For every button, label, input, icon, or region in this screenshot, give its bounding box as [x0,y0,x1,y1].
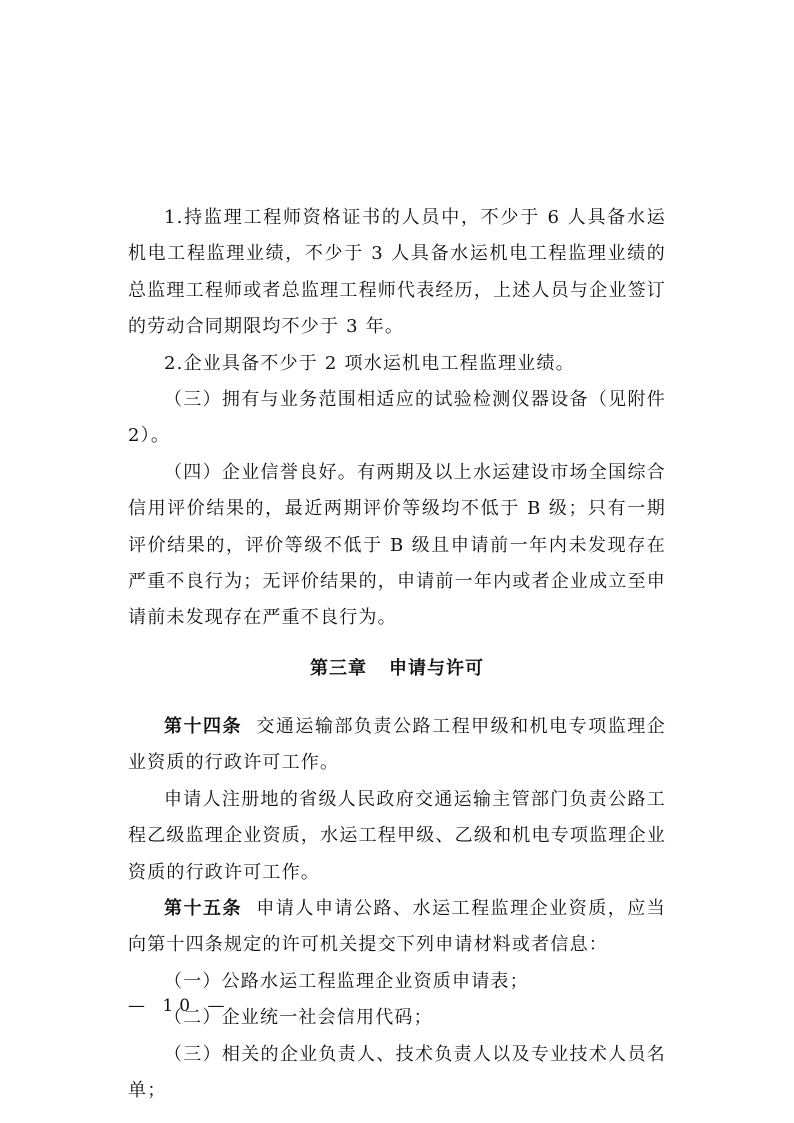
paragraph-item-1: 1.持监理工程师资格证书的人员中，不少于 6 人具备水运机电工程监理业绩，不少于 3 人具备水运机电工程监理业绩的总监理工程师或者总监理工程师代表经历，上述人员与企业签订的劳动合同期限均不少于 3 年。 [128,207,666,338]
document-body [128,200,666,1109]
list-item: （二）企业统一社会信用代码； [164,1007,433,1029]
article-14 [128,709,666,782]
chapter-number: 第三章 [310,657,367,679]
page-number: — 10 — [128,996,231,1016]
chapter-title: 申请与许可 [389,657,484,679]
paragraph-equipment: （三）拥有与业务范围相适应的试验检测仪器设备（见附件 2）。 [128,389,666,447]
paragraph-item-2: 2.企业具备不少于 2 项水运机电工程监理业绩。 [164,352,575,374]
article-15-label: 第十五条 [164,897,243,919]
article-15-text: 申请人申请公路、水运工程监理企业资质，应当向第十四条规定的许可机关提交下列申请材料或者信息： [128,897,666,956]
article-14-paragraph-2: 申请人注册地的省级人民政府交通运输主管部门负责公路工程乙级监理企业资质，水运工程甲级、乙级和机电专项监理企业资质的行政许可工作。 [128,788,666,883]
article-15 [128,891,666,964]
article-14-label: 第十四条 [164,715,243,737]
list-item: （一）公路水运工程监理企业资质申请表； [164,970,529,992]
article-14-text: 交通运输部负责公路工程甲级和机电专项监理企业资质的行政许可工作。 [128,715,666,774]
list-item: （三）相关的企业负责人、技术负责人以及专业技术人员名单； [128,1043,666,1101]
chapter-heading [128,651,666,687]
paragraph-credit: （四）企业信誉良好。有两期及以上水运建设市场全国综合信用评价结果的，最近两期评价等级均不低于 B 级；只有一期评价结果的，评价等级不低于 B 级且申请前一年内未发现存在严重不良行为；无评价结果的，申请前一年内或者企业成立至申请前未发现存在严重不良行为。 [128,461,666,629]
